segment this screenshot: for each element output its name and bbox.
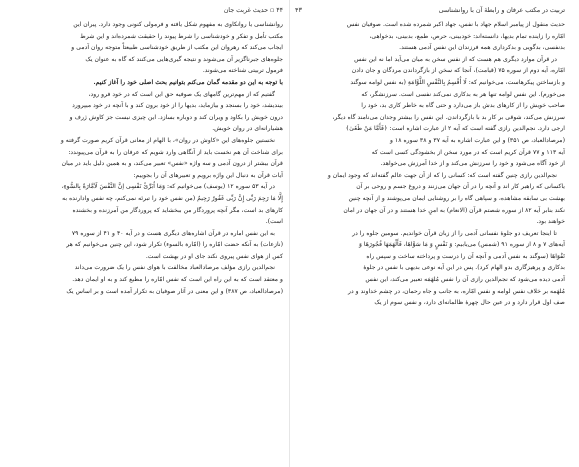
text-line: (مرصادالعباد، ص ۳۵۱) و این عبارت اشاره به آیه ۳۷ و ۳۸ سوره ۱۸ و xyxy=(389,136,565,144)
text-line: برای شناخت آن هم نخست باید از آنگاهی وارد شویم که عرفان را به قرآن می‌پیوندد: xyxy=(68,148,283,156)
text-line: بدکاری و پرهیزگاری بدو الهام کرد). پس در این آیه نوعی بدیهی با نفس در جلوهٔ xyxy=(363,264,565,272)
text-line: در آیه ۵۳ سوره ۱۲ (یوسف) می‌خوانیم که: وَمَا اُبَرِّئُ نَفْسِی اِنَّ النَّفْسَ لَاَمَّارَةٌ بِالسُّوءِ، xyxy=(61,183,275,191)
text-line: حدیث منقول از پیامبر اسلام جهاد با نفس، جهاد اکبر شمرده شده است. صوفیان نفس xyxy=(346,21,565,28)
text-line: آیات قرآن به دنبال این واژه برویم و تعبیرهای آن را بجوییم: xyxy=(133,171,283,179)
text-line: بدنفسی، بدگویی و بدکرداری همه فرزندان این نفس آدمی هستند. xyxy=(399,44,565,52)
text-line: نخستین جلوه‌های این «کاوش در روان»، با الهام از معانی قرآن کریم صورت گرفته و xyxy=(60,136,275,144)
text-line: روانشناسی یا روانکاوی به مفهوم شکل یافته و فرمولی کنونی وجود دارد. پیران این xyxy=(73,21,283,28)
text-line: امّاره، آیه دوم از سوره ۷۵ (قیامت)، آنجا که سخن از بازگرداندن مردگان و جان دادن xyxy=(351,67,565,75)
page-body xyxy=(295,19,565,309)
text-line: آیه‌های ۷ و ۸ از سوره ۹۱ (شمس) می‌یابیم: وَ نَفْسٍ وَ مَا سَوَّاهَا، فَأَلْهَمَهَا فُجُورَهَا وَ xyxy=(359,241,565,249)
text-line: و معتقد است که به این راه این است که نفس امّاره را مطیع کند و به او ایمان دهد. xyxy=(72,276,283,284)
left-page xyxy=(0,0,289,467)
text-line: مکتب تأمل و تفکر و خودشناسی را شرط پیوند را حقیقت شمرده‌اند و این شرط xyxy=(80,32,283,40)
text-line: فرمول تربیتی شناخته می‌شوند. xyxy=(202,67,283,75)
text-line: سرزنش می‌کند، شوقی بر کار بد با بازگرداندن. این نفس را بیشتر وجدان می‌نامند گاه دیگر، xyxy=(332,113,565,121)
text-line: آیه ۱۱۳ و ۷۷ قرآن کریم است که در مورد سخن از بخشودگی کسی است که xyxy=(371,148,565,156)
text-line: یاکسانی که راهبر کار اند و آنچه را در آن جهان می‌زنند و دروغ جسم و روحی بر آن xyxy=(356,183,565,191)
text-line: کس از هوای نفس پیروی نکند جای او در بهشت است. xyxy=(145,252,283,260)
text-line: نجم‌الدین رازی مؤلف مرصادالعباد مخالفت با هوای نفس را یک ضرورت می‌داند xyxy=(74,264,275,272)
text-line: خواهند بود. xyxy=(536,218,565,226)
text-line: در قرآن موارد دیگری هم هست که از نفس سخن به میان می‌آید اما نه این نفس xyxy=(354,55,557,63)
text-line: جلوه‌های جبرناگزیر آن می‌شوند و نتیجه گیری‌هایی می‌کنند که گاه به عنوان یک xyxy=(85,55,283,63)
text-line: إِلَّا مَا رَحِمَ رَبِّی إِنَّ رَبِّی غَفُورٌ رَحِیمٌ (من نفس خود را تبرئه نمی‌کنم، چه نفس وادارنده به xyxy=(62,194,283,202)
text-line: صاحب خویش را از کارهای بدش باز می‌دارد و حتی گاه به خاطر کاری بد، خود را xyxy=(361,102,565,110)
page-number: ۴۳ xyxy=(295,6,302,14)
text-line: ارجی دارد. نجم‌الدین رازی گفته است که آیه ۲ از عبارت اشاره است: ﴿فَأَمَّا مَنْ طَغَىٰ﴾ xyxy=(345,125,565,133)
running-title: تربیت در مکتب عرفان و رابطهٔ آن با روانشناسی xyxy=(438,7,565,14)
text-line: کارهای بد است، مگر آنچه پروردگار من ببخشاید که پروردگار من آمرزنده و بخشنده xyxy=(72,206,283,214)
text-line: نکند بنابر آیه ۸۲ از سوره شصتم قرآن (الانعام) به امنِ خدا هستند و در آن جهان در امان xyxy=(343,206,565,214)
text-line: بهشت بی سابقه مشاهده، و سپاهی گاه را بر روشنایی ایمان می‌پوشند و از آنچه چنین xyxy=(348,194,565,202)
text-line: نجم‌الدین رازی چنین گفته است که: کسانی را که از آن جهت عالم گفته‌اند که وجود ایمان و xyxy=(327,171,557,179)
text-line: تَقْوَاهَا (سوگند به نفس آدمی و آنچه آن را درست و پرداخته ساخت و سپس راه xyxy=(366,252,565,260)
text-line: به این نفس اماره در قرآن اشاره‌های دیگری هست و در آیه ۴۰ و ۴۱ از سوره ۷۹ xyxy=(71,229,275,237)
text-line: درون خویش را بکاود و ویران کند و دوباره بسازد. این چیزی نیست جز کاوش ژرف و xyxy=(69,113,283,121)
text-line: (مرصادالعباد، ص ۳۸۷) و این معنی در آثار صوفیان به تکرار آمده است و بر اساس یک xyxy=(66,287,283,295)
text-line: تا اینجا تعریف دو جلوهٔ نفسانی آدمی را از زبان قرآن خواندیم. سومین جلوه را در xyxy=(352,229,557,237)
text-line: می‌خورم). این نفس لوامه تنها هر به بدکاری نمی‌کند نفسی است. سرزنشگر، که xyxy=(361,90,565,98)
text-line: است). xyxy=(265,218,283,226)
page-header xyxy=(14,6,283,15)
text-line: امّاره را زاینده تمام بدیها، دانسته‌اند: خودبینی، حرص، طمع، بدبینی، بدخواهی، xyxy=(369,32,565,40)
text-line: بیندیشد، خود را بسنجد و بیازماید، بدیها را از خود برون کند و با آنچه در خود میپرورد xyxy=(72,102,283,110)
text-line: آدمی دیده می‌شود که نجم‌الدین رازی آن را نفس مُلهَمَه تعبیر می‌کند، این نفس xyxy=(365,276,565,284)
text-line: (نازعات) به آنکه حضت امّاره را (امّارة بالسوء) تکرار شود، این چنین می‌خوانیم که هر xyxy=(66,241,283,249)
text-line: صف اول قرار دارد و در عین حال چهرهٔ ظالمانه‌ای دارد، و نفس سوم از یک xyxy=(374,299,565,307)
running-title: ۴۴ ▫ حدیث غربت جان xyxy=(223,7,283,14)
right-page xyxy=(289,0,579,467)
text-line: قرآن بیشتر از درون آدمی و سه واژه «نفس» تعبیر می‌کند، و به همین دلیل باید در میان xyxy=(61,160,283,168)
text-line: با توجه به این دو مقدمه گمان می‌کنم بتوانیم بحث اصلی خود را آغاز کنیم. xyxy=(93,78,283,86)
text-line: گفتیم که از مهم‌ترین گامهای یک صوفیه حق این است که در خود فرو رود، xyxy=(88,90,275,98)
text-line: از خود آگاه می‌شود و خود را سرزنش می‌کند و از خدا آمرزش می‌خواهد. xyxy=(380,160,565,168)
page-body xyxy=(14,19,283,297)
text-line: ایجاب می‌کند که رهروان این مکتب از طریق خودشناسی طبیعتاً متوجه روان آدمی و xyxy=(71,44,283,52)
text-line: مُلهَمه بر خلاف نفس لوامه و نفس امّاره، به جانب و جاه رحمان، در چشم خداوند و در xyxy=(348,287,565,295)
text-line: و بازساختن پیکرهاست، می‌خوانیم که: لَا أُقْسِمُ بِالنَّفْسِ اللَّوَّامَةِ (به نفس لوامه سوگند xyxy=(350,78,565,86)
page-header xyxy=(295,6,565,15)
text-line: هشیارانه‌ای در روان خویش. xyxy=(212,125,283,133)
